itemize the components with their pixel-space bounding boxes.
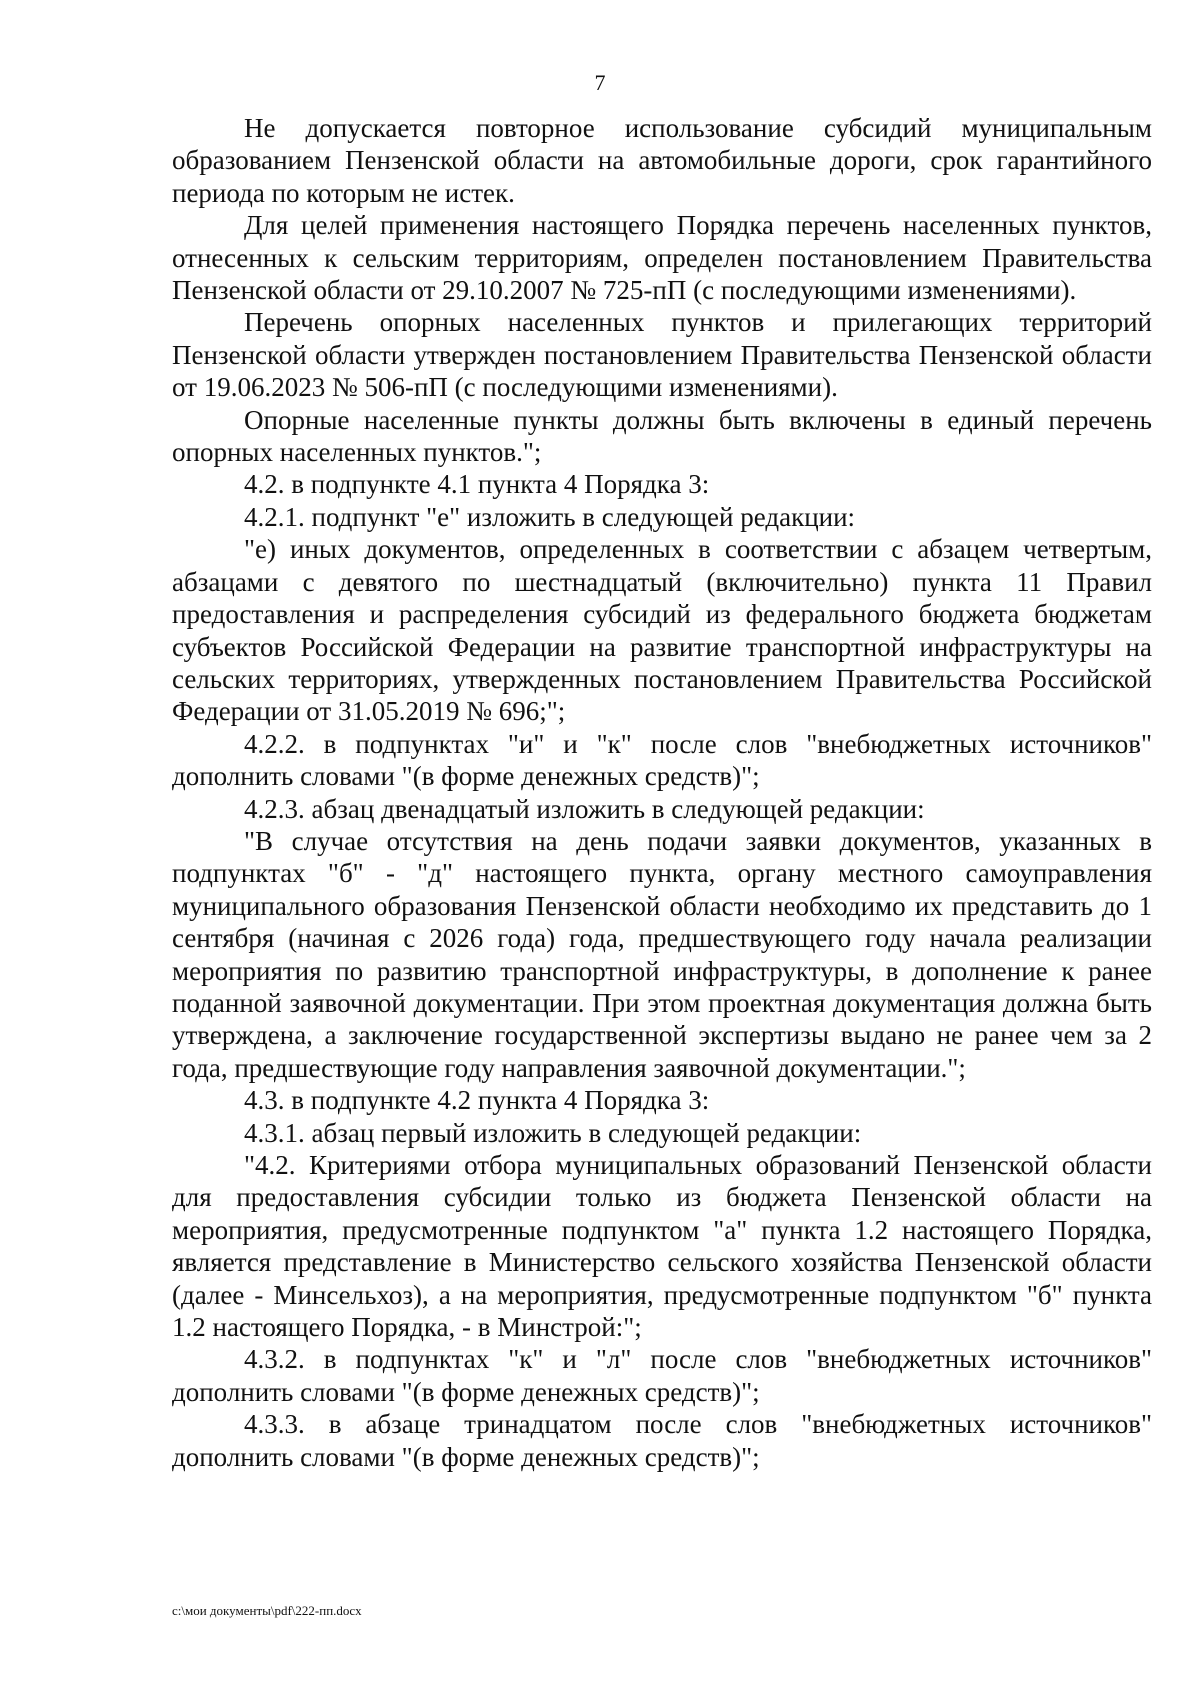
- page-number: 7: [594, 70, 606, 95]
- paragraph-7: "е) иных документов, определенных в соответствии с абзацем четвертым, абзацами с девятого по шестнадцатый (включительно) пункта 11 Правил предоставления и распределения субсидий из федерального бюджета бюджетам субъектов Российской Федерации на развитие транспортной инфраструктуры на сельских территориях, утвержденных постановлением Правительства Российской Федерации от 31.05.2019 № 696;";: [172, 534, 1152, 727]
- paragraph-15: 4.3.3. в абзаце тринадцатом после слов "внебюджетных источников" дополнить словами "(в форме денежных средств)";: [172, 1409, 1152, 1472]
- paragraph-13: "4.2. Критериями отбора муниципальных образований Пензенской области для предоставления субсидии только из бюджета Пензенской области на мероприятия, предусмотренные подпунктом "а" пункта 1.2 настоящего Порядка, является представление в Министерство сельского хозяйства Пензенской области (далее - Минсельхоз), а на мероприятия, предусмотренные подпунктом "б" пункта 1.2 настоящего Порядка, - в Минстрой:";: [172, 1150, 1152, 1343]
- paragraph-1: Не допускается повторное использование субсидий муниципальным образованием Пензенской области на автомобильные дороги, срок гарантийного периода по которым не истек.: [172, 113, 1152, 208]
- paragraph-12: 4.3.1. абзац первый изложить в следующей редакции:: [244, 1117, 862, 1148]
- paragraph-14: 4.3.2. в подпунктах "к" и "л" после слов "внебюджетных источников" дополнить словами "(в форме денежных средств)";: [172, 1344, 1152, 1407]
- paragraph-8: 4.2.2. в подпунктах "и" и "к" после слов "внебюджетных источников" дополнить словами "(в форме денежных средств)";: [172, 728, 1152, 792]
- paragraph-4: Опорные населенные пункты должны быть включены в единый перечень опорных населенных пунктов.";: [172, 404, 1152, 468]
- paragraph-6: 4.2.1. подпункт "е" изложить в следующей редакции:: [244, 501, 856, 532]
- footer-file-path: c:\мои документы\pdf\222-пп.docx: [172, 1603, 362, 1618]
- paragraph-5: 4.2. в подпункте 4.1 пункта 4 Порядка 3:: [244, 469, 710, 500]
- paragraph-3: Перечень опорных населенных пунктов и прилегающих территорий Пензенской области утвержден постановлением Правительства Пензенской области от 19.06.2023 № 506-пП (с последующими изменениями).: [172, 307, 1152, 403]
- paragraph-10: "В случае отсутствия на день подачи заявки документов, указанных в подпунктах "б" - "д" настоящего пункта, органу местного самоуправления муниципального образования Пензенской области необходимо их представить до 1 сентября (начиная с 2026 года) года, предшествующего году начала реализации мероприятия по развитию транспортной инфраструктуры, в дополнение к ранее поданной заявочной документации. При этом проектная документация должна быть утверждена, а заключение государственной экспертизы выдано не ранее чем за 2 года, предшествующие году направления заявочной документации.";: [172, 825, 1152, 1083]
- paragraph-2: Для целей применения настоящего Порядка перечень населенных пунктов, отнесенных к сельским территориям, определен постановлением Правительства Пензенской области от 29.10.2007 № 725-пП (с последующими изменениями).: [172, 210, 1152, 306]
- document-body: [172, 112, 1152, 1473]
- paragraph-9: 4.2.3. абзац двенадцатый изложить в следующей редакции:: [244, 793, 925, 824]
- paragraph-11: 4.3. в подпункте 4.2 пункта 4 Порядка 3:: [244, 1085, 710, 1116]
